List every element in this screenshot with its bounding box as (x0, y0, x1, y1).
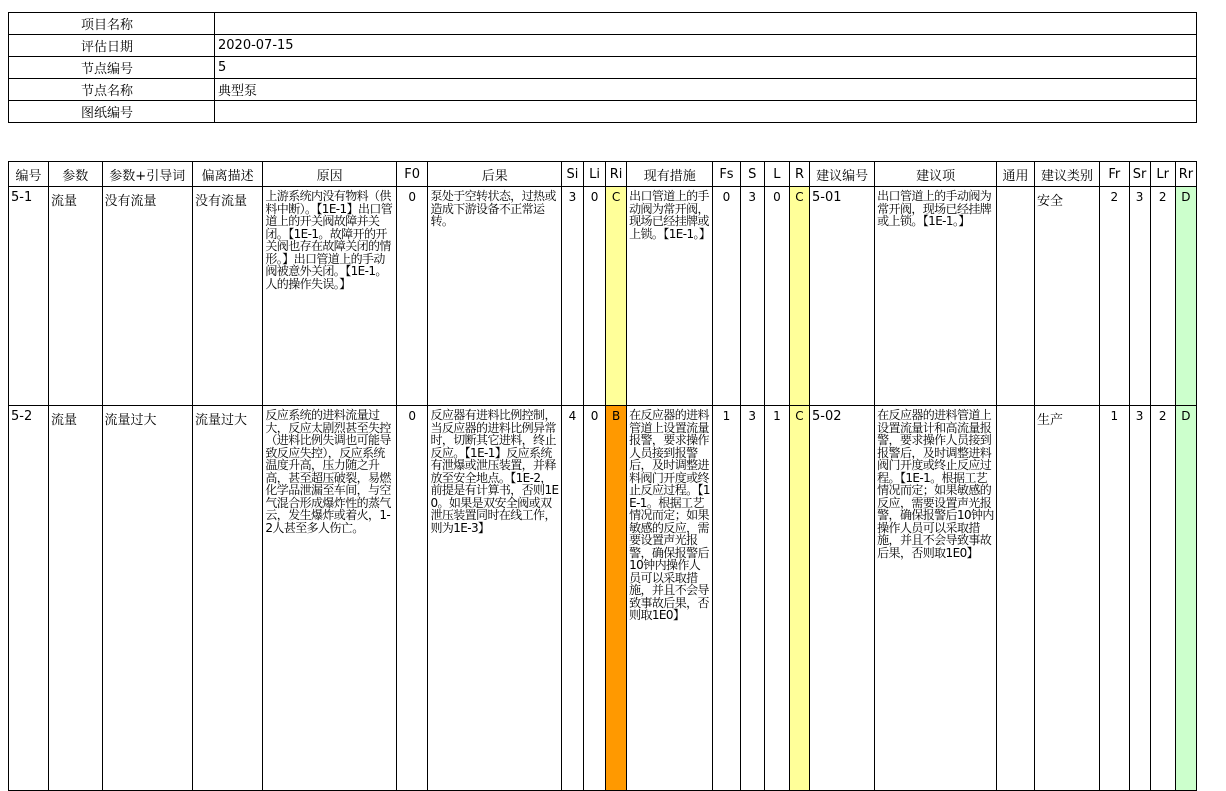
info-value[interactable]: 典型泵 (215, 79, 1197, 101)
cell-li[interactable]: 0 (584, 406, 606, 791)
col-header-general: 通用 (997, 162, 1035, 187)
cell-consequence[interactable]: 反应器有进料比例控制，当反应器的进料比例异常时，切断其它进料，终止反应。【1E-1】反应系统有泄爆或泄压装置，并释放至安全地点。【1E-2，前提是有计算书，否则1E0。如果是双安全阀或双泄压装置同时在线工作，则为1E-3】 (428, 406, 562, 791)
cell-fs[interactable]: 1 (713, 406, 740, 791)
info-row (9, 13, 1197, 35)
col-header-category: 建议类别 (1034, 162, 1099, 187)
info-key: 节点名称 (9, 79, 215, 101)
cell-rr[interactable]: D (1175, 187, 1196, 406)
cell-fr[interactable]: 2 (1100, 187, 1129, 406)
cell-sr[interactable]: 3 (1129, 406, 1150, 791)
cell-sr[interactable]: 3 (1129, 187, 1150, 406)
info-value[interactable]: 5 (215, 57, 1197, 79)
cell-general[interactable] (997, 187, 1035, 406)
info-value[interactable] (215, 101, 1197, 123)
cell-r[interactable]: C (790, 406, 810, 791)
cell-deviation[interactable]: 流量过大 (192, 406, 262, 791)
cell-ri[interactable]: C (606, 187, 627, 406)
info-row (9, 79, 1197, 101)
cell-rec[interactable]: 出口管道上的手动阀为常开阀，现场已经挂牌或上锁。【1E-1。】 (875, 187, 997, 406)
col-header-param-guide: 参数+引导词 (102, 162, 192, 187)
cell-consequence[interactable]: 泵处于空转状态，过热或造成下游设备不正常运转。 (428, 187, 562, 406)
cell-si[interactable]: 3 (561, 187, 583, 406)
cell-f0[interactable]: 0 (396, 187, 428, 406)
cell-fr[interactable]: 1 (1100, 406, 1129, 791)
col-header-ri: Ri (606, 162, 627, 187)
cell-l[interactable]: 0 (764, 187, 789, 406)
cell-cause[interactable]: 上游系统内没有物料（供料中断）。【1E-1】出口管道上的开关阀故障并关闭。【1E-1。故障开的开关阀也存在故障关闭的情形。】出口管道上的手动阀被意外关闭。【1E-1。人的操作失误。】 (263, 187, 397, 406)
cell-fs[interactable]: 0 (713, 187, 740, 406)
cell-id[interactable]: 5-2 (9, 406, 49, 791)
info-row (9, 101, 1197, 123)
cell-general[interactable] (997, 406, 1035, 791)
info-row (9, 57, 1197, 79)
col-header-li: Li (584, 162, 606, 187)
cell-s[interactable]: 3 (740, 187, 764, 406)
cell-f0[interactable]: 0 (396, 406, 428, 791)
col-header-sr: Sr (1129, 162, 1150, 187)
cell-li[interactable]: 0 (584, 187, 606, 406)
cell-ri[interactable]: B (606, 406, 627, 791)
col-header-param: 参数 (48, 162, 102, 187)
info-value[interactable]: 2020-07-15 (215, 35, 1197, 57)
col-header-consequence: 后果 (428, 162, 562, 187)
col-header-id: 编号 (9, 162, 49, 187)
info-key: 图纸编号 (9, 101, 215, 123)
table-row[interactable] (9, 406, 1197, 791)
cell-lr[interactable]: 2 (1150, 406, 1175, 791)
col-header-measures: 现有措施 (627, 162, 713, 187)
cell-category[interactable]: 安全 (1034, 187, 1099, 406)
cell-rec-id[interactable]: 5-01 (809, 187, 874, 406)
col-header-deviation: 偏离描述 (192, 162, 262, 187)
cell-r[interactable]: C (790, 187, 810, 406)
col-header-rec-id: 建议编号 (809, 162, 874, 187)
cell-param[interactable]: 流量 (48, 187, 102, 406)
table-row[interactable] (9, 187, 1197, 406)
cell-measures[interactable]: 在反应器的进料管道上设置流量报警，要求操作人员接到报警后，及时调整进料阀门开度或终止反应过程。【1E-1。根据工艺情况而定；如果敏感的反应，需要设置声光报警，确保报警后10钟内操作人员可以采取措施，并且不会导致事故后果，否则取1E0】 (627, 406, 713, 791)
col-header-fs: Fs (713, 162, 740, 187)
cell-rec-id[interactable]: 5-02 (809, 406, 874, 791)
cell-rr[interactable]: D (1175, 406, 1196, 791)
cell-deviation[interactable]: 没有流量 (192, 187, 262, 406)
col-header-cause: 原因 (263, 162, 397, 187)
cell-si[interactable]: 4 (561, 406, 583, 791)
cell-rec[interactable]: 在反应器的进料管道上设置流量计和高流量报警，要求操作人员接到报警后，及时调整进料阀门开度或终止反应过程。【1E-1。根据工艺情况而定；如果敏感的反应，需要设置声光报警，确保报警后10钟内操作人员可以采取措施，并且不会导致事故后果，否则取1E0】 (875, 406, 997, 791)
info-value[interactable] (215, 13, 1197, 35)
header-row (9, 162, 1197, 187)
col-header-f0: F0 (396, 162, 428, 187)
cell-category[interactable]: 生产 (1034, 406, 1099, 791)
col-header-s: S (740, 162, 764, 187)
col-header-rec: 建议项 (875, 162, 997, 187)
info-key: 评估日期 (9, 35, 215, 57)
cell-measures[interactable]: 出口管道上的手动阀为常开阀，现场已经挂牌或上锁。【1E-1。】 (627, 187, 713, 406)
info-key: 项目名称 (9, 13, 215, 35)
cell-s[interactable]: 3 (740, 406, 764, 791)
col-header-fr: Fr (1100, 162, 1129, 187)
info-row (9, 35, 1197, 57)
cell-cause[interactable]: 反应系统的进料流量过大，反应太剧烈甚至失控（进料比例失调也可能导致反应失控），反应系统温度升高，压力随之升高，甚至超压破裂，易燃化学品泄漏至车间，与空气混合形成爆炸性的蒸气云，发生爆炸或着火，1-2人甚至多人伤亡。 (263, 406, 397, 791)
col-header-si: Si (561, 162, 583, 187)
info-key: 节点编号 (9, 57, 215, 79)
cell-param-guide[interactable]: 没有流量 (102, 187, 192, 406)
cell-id[interactable]: 5-1 (9, 187, 49, 406)
col-header-r: R (790, 162, 810, 187)
cell-lr[interactable]: 2 (1150, 187, 1175, 406)
project-info-table (8, 12, 1197, 123)
hazop-table (8, 161, 1197, 791)
cell-param-guide[interactable]: 流量过大 (102, 406, 192, 791)
col-header-rr: Rr (1175, 162, 1196, 187)
col-header-lr: Lr (1150, 162, 1175, 187)
cell-param[interactable]: 流量 (48, 406, 102, 791)
cell-l[interactable]: 1 (764, 406, 789, 791)
col-header-l: L (764, 162, 789, 187)
